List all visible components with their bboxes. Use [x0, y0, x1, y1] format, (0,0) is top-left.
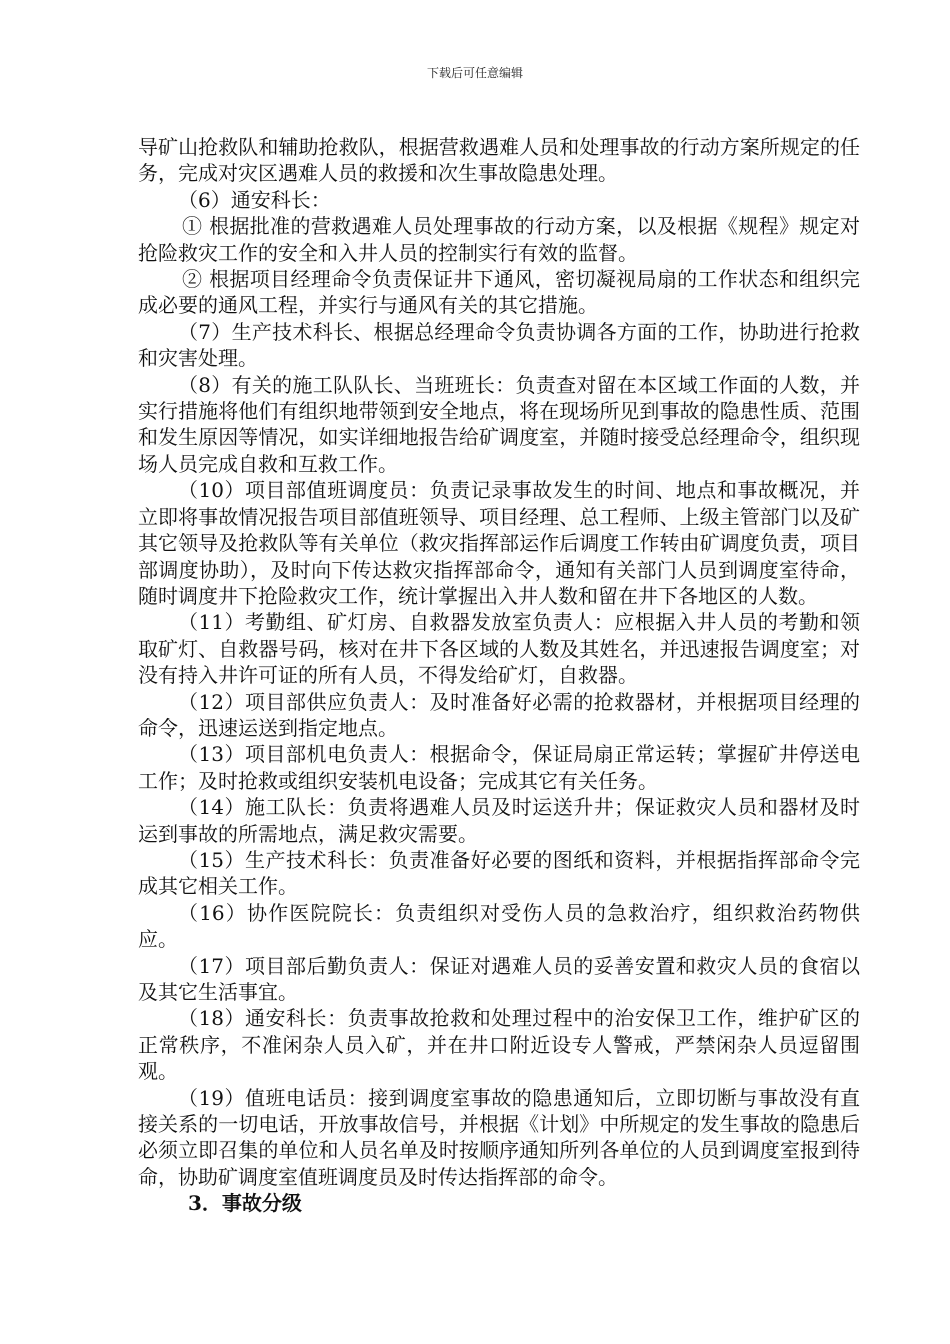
paragraph-item-18: （18）通安科长：负责事故抢救和处理过程中的治安保卫工作，维护矿区的正常秩序，不准闲杂人员入矿，并在井口附近设专人警戒，严禁闲杂人员逗留围观。	[138, 1006, 860, 1084]
paragraph-item-7: （7）生产技术科长、根据总经理命令负责协调各方面的工作，协助进行抢救和灾害处理。	[138, 319, 860, 371]
paragraph-item-6-1: ① 根据批准的营救遇难人员处理事故的行动方案，以及根据《规程》规定对抢险救灾工作的安全和入井人员的控制实行有效的监督。	[138, 214, 860, 265]
paragraph-item-6-2: ② 根据项目经理命令负责保证井下通风，密切凝视局扇的工作状态和组织完成必要的通风工程，并实行与通风有关的其它措施。	[138, 267, 860, 318]
paragraph-item-19: （19）值班电话员：接到调度室事故的隐患通知后，立即切断与事故没有直接关系的一切电话，开放事故信号，并根据《计划》中所规定的发生事故的隐患后必须立即召集的单位和人员名单及时按顺序通知所列各单位的人员到调度室报到待命，协助矿调度室值班调度员及时传达指挥部的命令。	[138, 1085, 860, 1189]
paragraph-item-14: （14）施工队长：负责将遇难人员及时运送升井；保证救灾人员和器材及时运到事故的所需地点，满足救灾需要。	[138, 795, 860, 846]
paragraph-item-10: （10）项目部值班调度员：负责记录事故发生的时间、地点和事故概况，并立即将事故情况报告项目部值班领导、项目经理、总工程师、上级主管部门以及矿其它领导及抢救队等有关单位（救灾指挥部运作后调度工作转由矿调度负责，项目部调度协助），及时向下传达救灾指挥部命令，通知有关部门人员到调度室待命，随时调度井下抢险救灾工作，统计掌握出入井人数和留在井下各地区的人数。	[138, 478, 860, 608]
paragraph-item-13: （13）项目部机电负责人：根据命令，保证局扇正常运转；掌握矿井停送电工作；及时抢救或组织安装机电设备；完成其它有关任务。	[138, 742, 860, 793]
paragraph-item-16: （16）协作医院院长：负责组织对受伤人员的急救治疗，组织救治药物供应。	[138, 900, 860, 952]
paragraph-item-12: （12）项目部供应负责人：及时准备好必需的抢救器材，并根据项目经理的命令，迅速运送到指定地点。	[138, 689, 860, 740]
section-heading: 3．事故分级	[188, 1191, 302, 1216]
page-header-note: 下载后可任意编辑	[426, 66, 523, 80]
paragraph-item-8: （8）有关的施工队队长、当班班长：负责查对留在本区域工作面的人数，并实行措施将他们有组织地带领到安全地点，将在现场所见到事故的隐患性质、范围和发生原因等情况，如实详细地报告给矿调度室，并随时接受总经理命令，组织现场人员完成自救和互救工作。	[138, 372, 860, 476]
paragraph-item-17: （17）项目部后勤负责人：保证对遇难人员的妥善安置和救灾人员的食宿以及其它生活事宜。	[138, 953, 860, 1004]
paragraph-item-6: （6）通安科长：	[178, 187, 331, 212]
document-body	[138, 134, 860, 1217]
paragraph-item-15: （15）生产技术科长：负责准备好必要的图纸和资料，并根据指挥部命令完成其它相关工作。	[138, 847, 860, 899]
paragraph-item-11: （11）考勤组、矿灯房、自救器发放室负责人：应根据入井人员的考勤和领取矿灯、自救器号码，核对在井下各区域的人数及其姓名，并迅速报告调度室；对没有持入井许可证的所有人员，不得发给矿灯，自救器。	[138, 610, 860, 688]
paragraph-continuation: 导矿山抢救队和辅助抢救队，根据营救遇难人员和处理事故的行动方案所规定的任务，完成对灾区遇难人员的救援和次生事故隐患处理。	[138, 135, 860, 186]
